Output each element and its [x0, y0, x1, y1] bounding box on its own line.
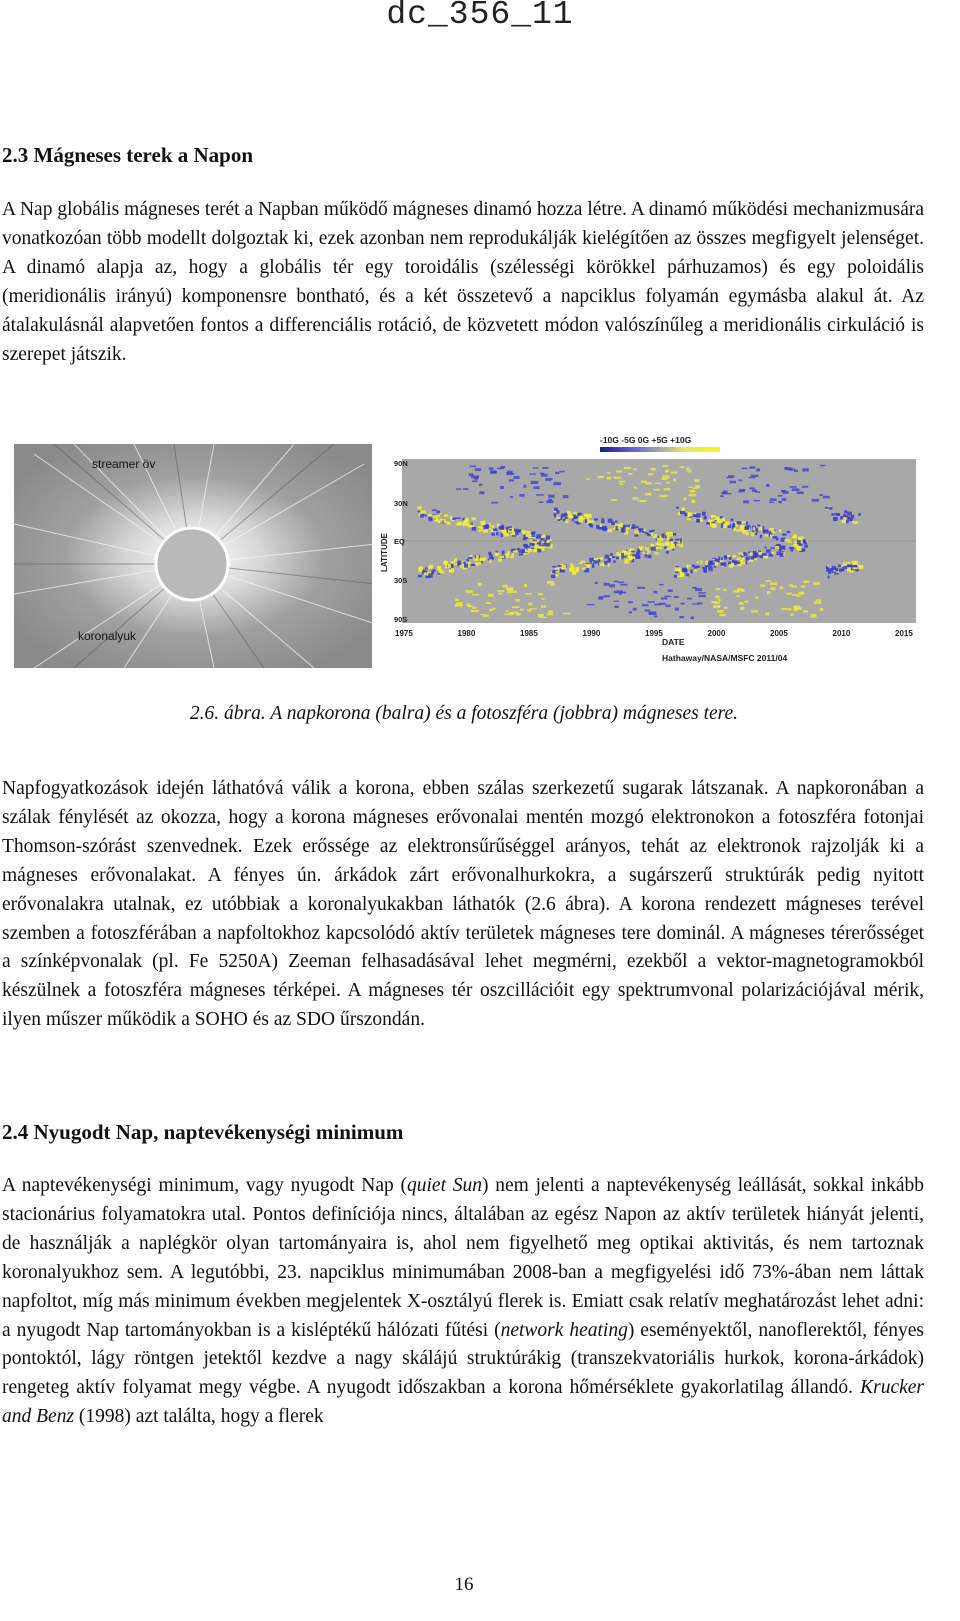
- figure-credit: Hathaway/NASA/MSFC 2011/04: [662, 653, 788, 663]
- y-tick-label: 90N: [394, 459, 408, 468]
- paragraph-corona: Napfogyatkozások idején láthatóvá válik a korona, ebben szálas szerkezetű sugarak látszanak. A napkoronában a szálak fénylését az okozza, hogy a korona mágneses erővonalai mentén mozgó elektronokon a fotoszféra fotonjai Thomson-szórást szenvednek. Ezek erőssége az elektronsűrűséggel arányos, tehát az elektronok rajzolják ki a mágneses erővonalakat. A fényes ún. árkádok zárt erővonalhurkokra, a sugárszerű struktúrák pedig nyitott erővonalakra utalnak, ez utóbbiak a koronalyukakban láthatók (2.6 ábra). A korona rendezett mágneses terével szemben a fotoszférában a napfoltokhoz kapcsolódó aktív területek mágneses tere dominál. A mágneses térerősséget a színképvonalak (pl. Fe 5250A) Zeeman felhasadásával lehet megmérni, ezekből a vektor-magnetogramokból készülnek a fotoszféra mágneses térképei. A mágneses tér oszcillációit egy spektrumvonal polarizációjával mérik, ilyen műszer működik a SOHO és az SDO űrszondán.: [2, 778, 924, 1031]
- x-tick-label: 1995: [645, 629, 663, 638]
- x-tick-label: 2010: [832, 629, 851, 638]
- y-tick-label: 90S: [394, 615, 408, 624]
- paragraph-quiet-sun: [2, 1172, 924, 1432]
- coronal-hole-label: koronalyuk: [78, 629, 137, 643]
- magnetic-butterfly-diagram: [372, 432, 920, 668]
- x-tick-label: 1980: [457, 629, 476, 638]
- section-heading-2-4: 2.4 Nyugodt Nap, naptevékenységi minimum: [2, 1120, 404, 1144]
- corona-image: [14, 444, 376, 668]
- x-axis-title: DATE: [662, 637, 685, 647]
- document-id-header: dc_356_11: [386, 0, 574, 33]
- y-tick-label: 30N: [394, 499, 408, 508]
- streamer-belt-label: streamer öv: [92, 457, 156, 471]
- x-tick-label: 2000: [707, 629, 726, 638]
- corona-image-graphic: [14, 444, 376, 668]
- quiet-sun-text-3: ) eseményektől, nanoflerektől, fényes pontoktól, lágy röntgen jetektől kezdve a nagy skálájú struktúrákig (transzekvatoriális hurkok, korona-árkádok) rengeteg aktív folyamat megy végbe. A nyugodt időszakban a korona hőmérséklete gyakorlatilag állandó.: [2, 1319, 924, 1399]
- citation-authors: Krucker and Benz: [2, 1377, 924, 1428]
- paragraph-dynamo: A Nap globális mágneses terét a Napban működő mágneses dinamó hozza létre. A dinamó működési mechanizmusára vonatkozóan több modellt dolgoztak ki, ezek azonban nem reprodukálják kielégítően az összes megfigyelt jelenséget. A dinamó alapja az, hogy a globális tér egy toroidális (szélességi körökkel párhuzamos) és egy poloidális (meridionális irányú) komponensre bontható, és a két összetevő a napciklus folyamán egymásba alakul át. Az átalakulásnál alapvetően fontos a differenciális rotáció, de közvetett módon valószínűleg a meridionális cirkuláció is szerepet játszik.: [2, 199, 924, 365]
- colorbar: [600, 447, 720, 452]
- colorbar-labels: -10G -5G 0G +5G +10G: [600, 435, 692, 445]
- section-heading-2-3: 2.3 Mágneses terek a Napon: [2, 143, 254, 167]
- x-tick-label: 1975: [395, 629, 413, 638]
- quiet-sun-text-2: ) nem jelenti a naptevékenység leállását, sokkal inkább stacionárius folyamatokra utal. Pontos definíciója nincs, általában az egész Napon az aktív területek hiányát jelenti, de használják a naplégkör olyan tartományaira is, ahol nem figyelhető meg optikai aktivitás, és nem tartoznak koronalyukhoz sem. A legutóbbi, 23. napciklus minimumában 2008-ban a megfigyelési idő 73%-ában nem láttak napfoltot, míg más minimum években megjelentek X-osztályú flerek is. Emiatt csak relatív meghatározást lehet adni: a nyugodt Nap tartományokban is a kisléptékű hálózati fűtési (: [2, 1175, 924, 1341]
- x-tick-label: 2015: [895, 629, 913, 638]
- y-tick-label: 30S: [394, 576, 408, 585]
- page-number: 16: [454, 1574, 474, 1595]
- quiet-sun-text-4: (1998) azt találta, hogy a flerek: [74, 1406, 324, 1428]
- quiet-sun-term: quiet Sun: [407, 1175, 482, 1196]
- x-tick-label: 1985: [520, 629, 538, 638]
- quiet-sun-text-1: A naptevékenységi minimum, vagy nyugodt Nap (: [2, 1175, 407, 1196]
- network-heating-term: network heating: [500, 1319, 628, 1341]
- x-tick-label: 1990: [582, 629, 601, 638]
- sun-disk: [156, 528, 228, 600]
- butterfly-diagram-graphic: [372, 432, 920, 668]
- x-tick-label: 2005: [770, 629, 788, 638]
- y-tick-label: EQ: [394, 537, 405, 546]
- y-axis-title: LATITUDE: [380, 533, 389, 572]
- figure-caption: 2.6. ábra. A napkorona (balra) és a fotoszféra (jobbra) mágneses tere.: [189, 703, 739, 724]
